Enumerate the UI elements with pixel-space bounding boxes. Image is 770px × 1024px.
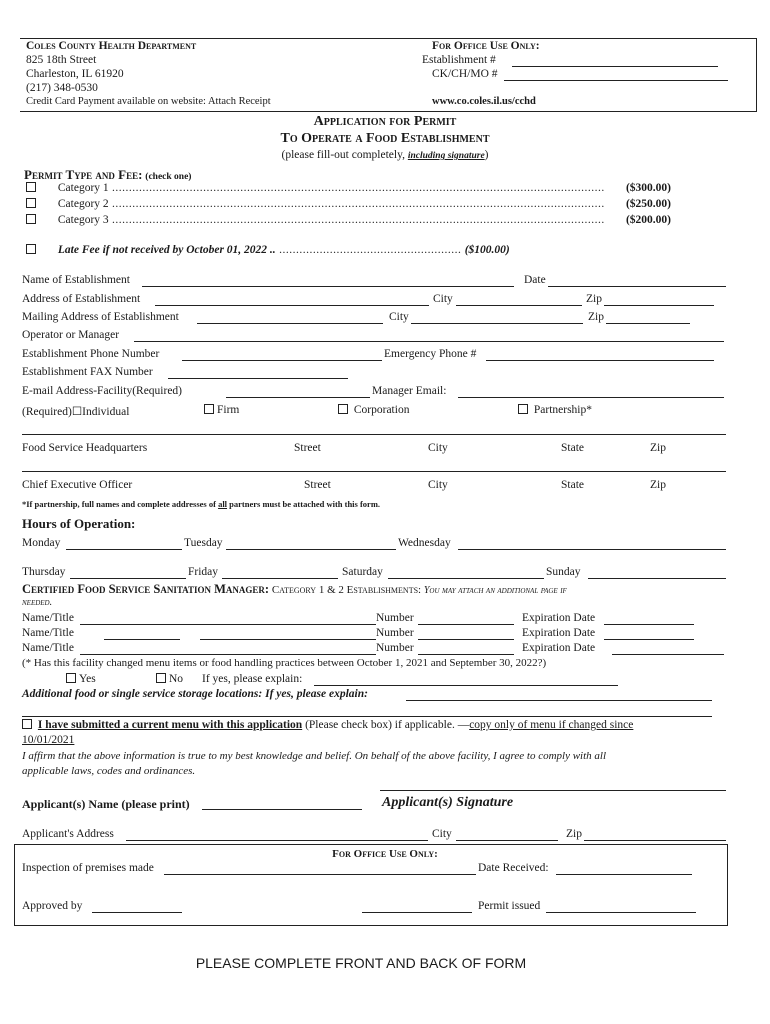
applicant-zip-input[interactable] [584, 827, 726, 839]
manager-row-3-exp: Expiration Date [522, 642, 596, 654]
mailing-zip-label: Zip [588, 311, 604, 323]
phone-label: Establishment Phone Number [22, 348, 160, 360]
thursday-input[interactable] [70, 565, 186, 577]
category-2-checkbox[interactable] [26, 198, 36, 208]
manager-row-3-name: Name/Title [22, 642, 74, 654]
sunday-input[interactable] [588, 565, 726, 577]
category-1-row: Category 1 .................................................................................................................................................. ($300.00) [26, 182, 671, 194]
partnership-checkbox[interactable] [518, 404, 528, 414]
ceo-street-label: Street [304, 479, 331, 491]
manager-note-cont: needed. [22, 597, 53, 608]
name-establishment-label: Name of Establishment [22, 274, 130, 286]
emergency-phone-label: Emergency Phone # [384, 348, 477, 360]
ceo-state-label: State [561, 479, 584, 491]
firm-checkbox[interactable] [204, 404, 214, 414]
manager-row-1-number: Number [376, 612, 414, 624]
address-establishment-label: Address of Establishment [22, 293, 141, 305]
menu-change-explain-input[interactable] [314, 672, 618, 684]
emergency-phone-input[interactable] [486, 347, 714, 359]
manager-row-2-exp-input[interactable] [604, 626, 694, 638]
approved-by-input[interactable] [92, 899, 472, 911]
applicant-address-label: Applicant's Address [22, 828, 114, 840]
hq-zip-label: Zip [650, 442, 666, 454]
address-zip-input[interactable] [604, 292, 714, 304]
mailing-city-input[interactable] [411, 310, 583, 322]
manager-row-1-number-input[interactable] [418, 611, 514, 623]
fax-label: Establishment FAX Number [22, 366, 153, 378]
submitted-menu-date: 10/01/2021 [22, 734, 75, 746]
manager-row-3-number: Number [376, 642, 414, 654]
operator-input[interactable] [134, 328, 724, 340]
address-zip-label: Zip [586, 293, 602, 305]
email-facility-input[interactable] [226, 384, 370, 396]
late-fee-checkbox[interactable] [26, 244, 36, 254]
manager-email-input[interactable] [458, 384, 724, 396]
establishment-number-input[interactable] [512, 53, 718, 65]
manager-row-1-exp-input[interactable] [604, 611, 694, 623]
additional-storage-label: Additional food or single service storage locations: If yes, please explain: [22, 688, 368, 700]
date-received-input[interactable] [556, 861, 692, 873]
manager-row-1-name: Name/Title [22, 612, 74, 624]
manager-row-3-number-input[interactable] [418, 641, 514, 653]
hq-line [22, 434, 726, 435]
phone-input[interactable] [182, 347, 382, 359]
mailing-zip-input[interactable] [606, 310, 690, 322]
category-2-row: Category 2 .................................................................................................................................................. ($250.00) [26, 198, 671, 210]
friday-input[interactable] [222, 565, 338, 577]
corporation-checkbox[interactable] [338, 404, 348, 414]
operator-label: Operator or Manager [22, 329, 120, 341]
ceo-label: Chief Executive Officer [22, 479, 133, 491]
menu-change-explain-label: If yes, please explain: [202, 673, 303, 685]
submitted-menu-row: I have submitted a current menu with this application (Please check box) if applicable. —copy only of menu if changed since [22, 719, 633, 731]
office-use-bottom-title: For Office Use Only: [332, 848, 438, 860]
payment-note: Credit Card Payment available on website: Attach Receipt [26, 96, 271, 107]
footer-note: PLEASE COMPLETE FRONT AND BACK OF FORM [195, 955, 527, 971]
date-input[interactable] [548, 273, 726, 285]
ownership-corporation[interactable]: Corporation [338, 404, 409, 416]
category-3-checkbox[interactable] [26, 214, 36, 224]
name-establishment-input[interactable] [142, 273, 514, 285]
friday-label: Friday [188, 566, 219, 578]
permit-heading: Permit Type and Fee: (check one) [24, 167, 192, 182]
tuesday-input[interactable] [226, 536, 396, 548]
inspection-label: Inspection of premises made [22, 862, 154, 874]
hq-city-label: City [428, 442, 448, 454]
manager-heading: Certified Food Service Sanitation Manager: Category 1 & 2 Establishments: You may attach an additional page if [22, 582, 567, 596]
website: www.co.coles.il.us/cchd [432, 96, 536, 107]
ceo-zip-label: Zip [650, 479, 666, 491]
saturday-input[interactable] [388, 565, 544, 577]
menu-change-question: (* Has this facility changed menu items or food handling practices between October 1, 2021 and September 30, 2022?) [22, 657, 547, 669]
ownership-partnership[interactable]: Partnership* [518, 404, 592, 416]
category-1-checkbox[interactable] [26, 182, 36, 192]
date-label: Date [524, 274, 546, 286]
affirm-line1: I affirm that the above information is true to my best knowledge and belief. On behalf of the above facility, I agree to comply with all [22, 750, 607, 762]
applicant-name-label: Applicant(s) Name (please print) [22, 797, 190, 811]
title-line3: (please fill-out completely, including signature) [281, 149, 489, 161]
manager-row-2-name: Name/Title [22, 627, 74, 639]
applicant-zip-label: Zip [566, 828, 582, 840]
applicant-signature-label: Applicant(s) Signature [382, 795, 514, 810]
late-fee-row: Late Fee if not received by October 01, 2022 .. ...................................................... ($100.00) [26, 244, 510, 256]
dept-street: 825 18th Street [26, 54, 97, 66]
manager-email-label: Manager Email: [372, 385, 447, 397]
ceo-city-label: City [428, 479, 448, 491]
manager-row-3-exp-input[interactable] [612, 641, 724, 653]
hq-state-label: State [561, 442, 584, 454]
dept-city: Charleston, IL 61920 [26, 68, 124, 80]
hq-label: Food Service Headquarters [22, 442, 148, 454]
manager-row-2-name-input[interactable] [104, 626, 376, 638]
hours-heading: Hours of Operation: [22, 516, 136, 531]
permit-issued-label: Permit issued [478, 900, 541, 912]
ceo-input[interactable] [22, 458, 726, 470]
inspection-input[interactable] [164, 861, 476, 873]
address-city-input[interactable] [456, 292, 582, 304]
applicant-name-input[interactable] [202, 796, 362, 808]
hq-input[interactable] [22, 421, 726, 433]
additional-storage-input[interactable] [406, 687, 712, 699]
manager-row-2-number-input[interactable] [418, 626, 514, 638]
ownership-individual[interactable]: (Required)☐Individual [22, 406, 130, 418]
dept-name: Coles County Health Department [26, 40, 197, 52]
email-facility-label: E-mail Address-Facility(Required) [22, 385, 183, 397]
address-city-label: City [433, 293, 453, 305]
permit-issued-input[interactable] [546, 899, 696, 911]
manager-row-1-name-input[interactable] [80, 611, 376, 623]
submitted-menu-checkbox[interactable] [22, 719, 32, 729]
sunday-label: Sunday [546, 566, 581, 578]
title-line1: Application for Permit [313, 114, 457, 129]
affirm-line2: applicable laws, codes and ordinances. [22, 765, 196, 777]
ckchmo-label: CK/CH/MO # [432, 68, 498, 80]
approved-by-label: Approved by [22, 900, 83, 912]
fax-input[interactable] [168, 365, 348, 377]
thursday-label: Thursday [22, 566, 66, 578]
applicant-address-input[interactable] [126, 827, 428, 839]
mailing-address-input[interactable] [197, 310, 383, 322]
mailing-address-label: Mailing Address of Establishment [22, 311, 179, 323]
mailing-city-label: City [389, 311, 409, 323]
title-line2: To Operate a Food Establishment [280, 131, 490, 146]
wednesday-input[interactable] [458, 536, 726, 548]
category-3-row: Category 3 .................................................................................................................................................. ($200.00) [26, 214, 671, 226]
yes-checkbox[interactable] [66, 673, 76, 683]
monday-input[interactable] [66, 536, 182, 548]
partnership-note: *If partnership, full names and complete addresses of all partners must be attached with this form. [22, 499, 381, 509]
saturday-label: Saturday [342, 566, 383, 578]
establishment-number-label: Establishment # [422, 54, 496, 66]
hq-street-label: Street [294, 442, 321, 454]
manager-row-2-number: Number [376, 627, 414, 639]
date-received-label: Date Received: [478, 862, 549, 874]
manager-row-3-name-input[interactable] [80, 641, 376, 653]
manager-row-1-exp: Expiration Date [522, 612, 596, 624]
dept-phone: (217) 348-0530 [26, 82, 98, 94]
wednesday-label: Wednesday [398, 537, 451, 549]
ownership-firm[interactable]: Firm [204, 404, 239, 416]
tuesday-label: Tuesday [184, 537, 223, 549]
ckchmo-line [504, 80, 728, 81]
no-checkbox[interactable] [156, 673, 166, 683]
applicant-city-input[interactable] [456, 827, 558, 839]
monday-label: Monday [22, 537, 61, 549]
office-use-title: For Office Use Only: [432, 40, 540, 52]
menu-change-yes[interactable]: Yes [66, 673, 96, 685]
ceo-line [22, 471, 726, 472]
ckchmo-input[interactable] [504, 67, 728, 79]
address-establishment-input[interactable] [155, 292, 429, 304]
menu-change-no[interactable]: No [156, 673, 183, 685]
manager-row-2-exp: Expiration Date [522, 627, 596, 639]
applicant-city-label: City [432, 828, 452, 840]
